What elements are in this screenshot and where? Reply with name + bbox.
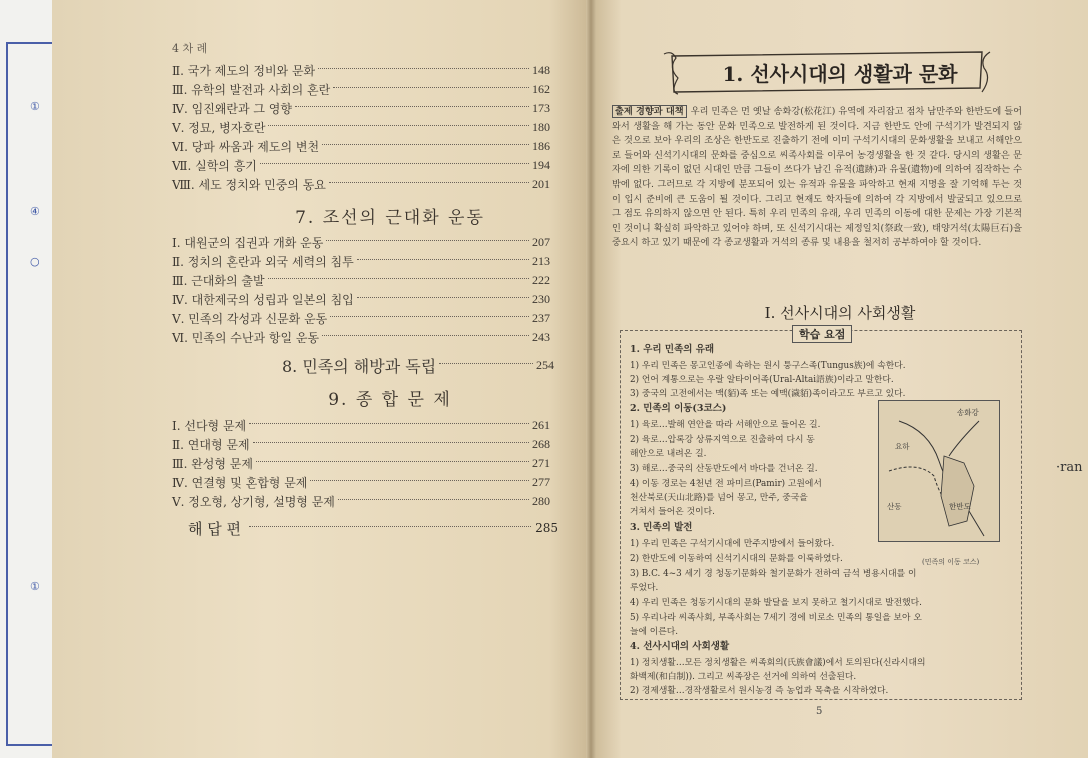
point-line: 거쳐서 들어온 것이다. bbox=[630, 507, 715, 517]
toc-entry: Ⅶ. 실학의 흥기 194 bbox=[172, 157, 550, 173]
map-drawing bbox=[879, 401, 999, 541]
toc-entry: Ⅴ. 정묘, 병자호란 180 bbox=[172, 119, 550, 135]
intro-paragraph bbox=[612, 105, 1022, 251]
margin-handwriting: ·ran bbox=[1056, 460, 1083, 475]
point-line: 1) 육로…발해 연안을 따라 서해안으로 들어온 길. bbox=[630, 420, 821, 430]
toc-answers-entry: 해 답 편 285 bbox=[188, 519, 558, 538]
page-number: 5 bbox=[816, 706, 823, 717]
toc-section-entry: 8. 민족의 해방과 독립 254 bbox=[282, 356, 554, 376]
toc-entry: Ⅳ. 대한제국의 성립과 일본의 침입 230 bbox=[172, 291, 550, 307]
toc-entry: Ⅱ. 연대형 문제 268 bbox=[172, 436, 550, 452]
strip-mark: ① bbox=[30, 100, 40, 113]
toc-section-title: 7. 조선의 근대화 운동 bbox=[295, 208, 485, 228]
point-line: 2) 언어 계통으로는 우랄 알타이어족(Ural-Altai語族)이라고 말한다. bbox=[630, 375, 894, 385]
toc-entry: Ⅲ. 완성형 문제 271 bbox=[172, 455, 550, 471]
map-label: 요하 bbox=[895, 442, 910, 451]
point-line: 2) 경제생활…경작생활로서 원시농경 즉 농업과 목축을 시작하였다. bbox=[630, 686, 889, 696]
running-head: 4 차 례 bbox=[172, 42, 208, 55]
point-heading: 3. 민족의 발전 bbox=[630, 522, 693, 533]
point-line: 늘에 이른다. bbox=[630, 627, 679, 637]
study-points-label: 학습 요점 bbox=[792, 325, 852, 343]
map-label: 송화강 bbox=[957, 408, 979, 417]
intro-text: 우리 민족은 먼 옛날 송화강(松花江) 유역에 자리잡고 점차 남만주와 한반도에 들어와서 생활을 해 가는 동안 문화 민족으로 발전하게 된 것이다. 지금 한반도 안에 구석기가 발견되지 않은 것으로 보아 우리의 조상은 한반도로 진출하기 전에 이미 구석기시대의 문화생활을 보내고 서해안으로 들어와 신석기시대의 문화를 중심으로 씨족사회를 이루어 농경생활을 한 것 같다. 당시의 생활은 문자에 의한 기록이 없던 시대인 만큼 그들이 쓰다가 남긴 유적(遺跡)과 유물(遺物)에 의하여 짐작하는 수 밖에 없다. 그러므로 각 지방에 분포되어 있는 유적과 유물을 파악하고 현재 지명을 잘 기억해 두는 것이 입시 준비에 큰 도움이 될 것이다. 그리고 현재도 학자들에 의하여 각 지방에서 발굴되고 있으므로 그 점도 유의하지 않으면 안 된다. 특히 우리 민족의 유래, 우리 민족의 이동에 대한 문제는 가장 기본적인 것이니 확실히 파악하고 있어야 하며, 또 신석기시대는 제정일치(祭政一致), 태양거석(太陽巨石)을 중요시 하고 있기 때문에 각 종교생활과 거석의 종류 및 내용을 철저히 공부하여야 할 것이다. bbox=[612, 106, 1022, 249]
point-line: 3) B.C. 4~3 세기 경 청동기문화와 철기문화가 전하여 금석 병용시대를 이 bbox=[630, 569, 917, 579]
toc-entry: Ⅵ. 민족의 수난과 항일 운동 243 bbox=[172, 329, 550, 345]
toc-entry: Ⅴ. 정오형, 상기형, 설명형 문제 280 bbox=[172, 493, 550, 509]
point-line: 4) 우리 민족은 청동기시대의 문화 발달을 보지 못하고 철기시대로 발전했다. bbox=[630, 598, 922, 608]
point-line: 3) 중국의 고전에서는 맥(貊)족 또는 예맥(濊貊)족이라고도 부르고 있다. bbox=[630, 389, 906, 399]
point-line: 1) 우리 민족은 몽고인종에 속하는 원시 퉁구스족(Tungus族)에 속한다. bbox=[630, 361, 906, 371]
point-line: 5) 우리나라 씨족사회, 부족사회는 7세기 경에 비로소 민족의 통일을 보아 오 bbox=[630, 613, 922, 623]
section-title: Ⅰ. 선사시대의 사회생활 bbox=[764, 304, 916, 322]
point-line: 루었다. bbox=[630, 583, 659, 593]
map-caption: (민족의 이동 코스) bbox=[922, 558, 980, 566]
point-line: 해안으로 내려온 길. bbox=[630, 449, 707, 459]
point-line: 1) 정치생활…모든 정치생활은 씨족회의(氏族會議)에서 토의된다(신라시대의 bbox=[630, 658, 926, 668]
point-line: 3) 해로…중국의 산동반도에서 바다를 건너온 길. bbox=[630, 464, 818, 474]
book-spine bbox=[586, 0, 596, 758]
point-line: 2) 육로…압록강 상류지역으로 진출하여 다시 동 bbox=[630, 435, 815, 445]
toc-entry: Ⅴ. 민족의 각성과 신문화 운동 237 bbox=[172, 310, 550, 326]
point-line: 천산북로(天山北路)를 넘어 몽고, 만주, 중국을 bbox=[630, 493, 808, 503]
toc-entry: Ⅵ. 당파 싸움과 제도의 변천 186 bbox=[172, 138, 550, 154]
toc-entry: Ⅱ. 정치의 혼란과 외국 세력의 침투 213 bbox=[172, 253, 550, 269]
point-heading: 2. 민족의 이동(3코스) bbox=[630, 403, 727, 414]
point-line: 4) 이동 경로는 4천년 전 파미르(Pamir) 고원에서 bbox=[630, 479, 822, 489]
strip-mark: ○ bbox=[30, 255, 40, 268]
toc-section-title: 9. 종 합 문 제 bbox=[328, 390, 452, 410]
strip-frame bbox=[6, 42, 52, 746]
toc-entry: Ⅳ. 임진왜란과 그 영향 173 bbox=[172, 100, 550, 116]
strip-mark: ④ bbox=[30, 205, 40, 218]
map-label: 산동 bbox=[887, 502, 902, 511]
point-line: 2) 한반도에 이동하여 신석기시대의 문화를 이룩하였다. bbox=[630, 554, 843, 564]
scan-margin-strip bbox=[0, 0, 52, 758]
intro-tag: 출제 경향과 대책 bbox=[612, 105, 687, 118]
point-line: 1) 우리 민족은 구석기시대에 만주지방에서 들어왔다. bbox=[630, 539, 835, 549]
map-label: 한반도 bbox=[949, 502, 971, 511]
toc-entry: Ⅲ. 유학의 발전과 사회의 혼란 162 bbox=[172, 81, 550, 97]
point-heading: 1. 우리 민족의 유래 bbox=[630, 344, 715, 355]
strip-mark: ① bbox=[30, 580, 40, 593]
migration-map bbox=[878, 400, 1000, 542]
toc-entry: Ⅲ. 근대화의 출발 222 bbox=[172, 272, 550, 288]
point-line: 화백제(和白制)). 그리고 씨족장은 선거에 의하여 선출된다. bbox=[630, 672, 857, 682]
toc-entry: Ⅷ. 세도 정치와 민중의 동요 201 bbox=[172, 176, 550, 192]
toc-entry: Ⅱ. 국가 제도의 정비와 문화 148 bbox=[172, 62, 550, 78]
chapter-title: 1. 선사시대의 생활과 문화 bbox=[722, 62, 958, 86]
toc-entry: Ⅳ. 연결형 및 혼합형 문제 277 bbox=[172, 474, 550, 490]
point-heading: 4. 선사시대의 사회생활 bbox=[630, 641, 730, 652]
toc-entry: Ⅰ. 선다형 문제 261 bbox=[172, 417, 550, 433]
toc-entry: Ⅰ. 대원군의 집권과 개화 운동 207 bbox=[172, 234, 550, 250]
